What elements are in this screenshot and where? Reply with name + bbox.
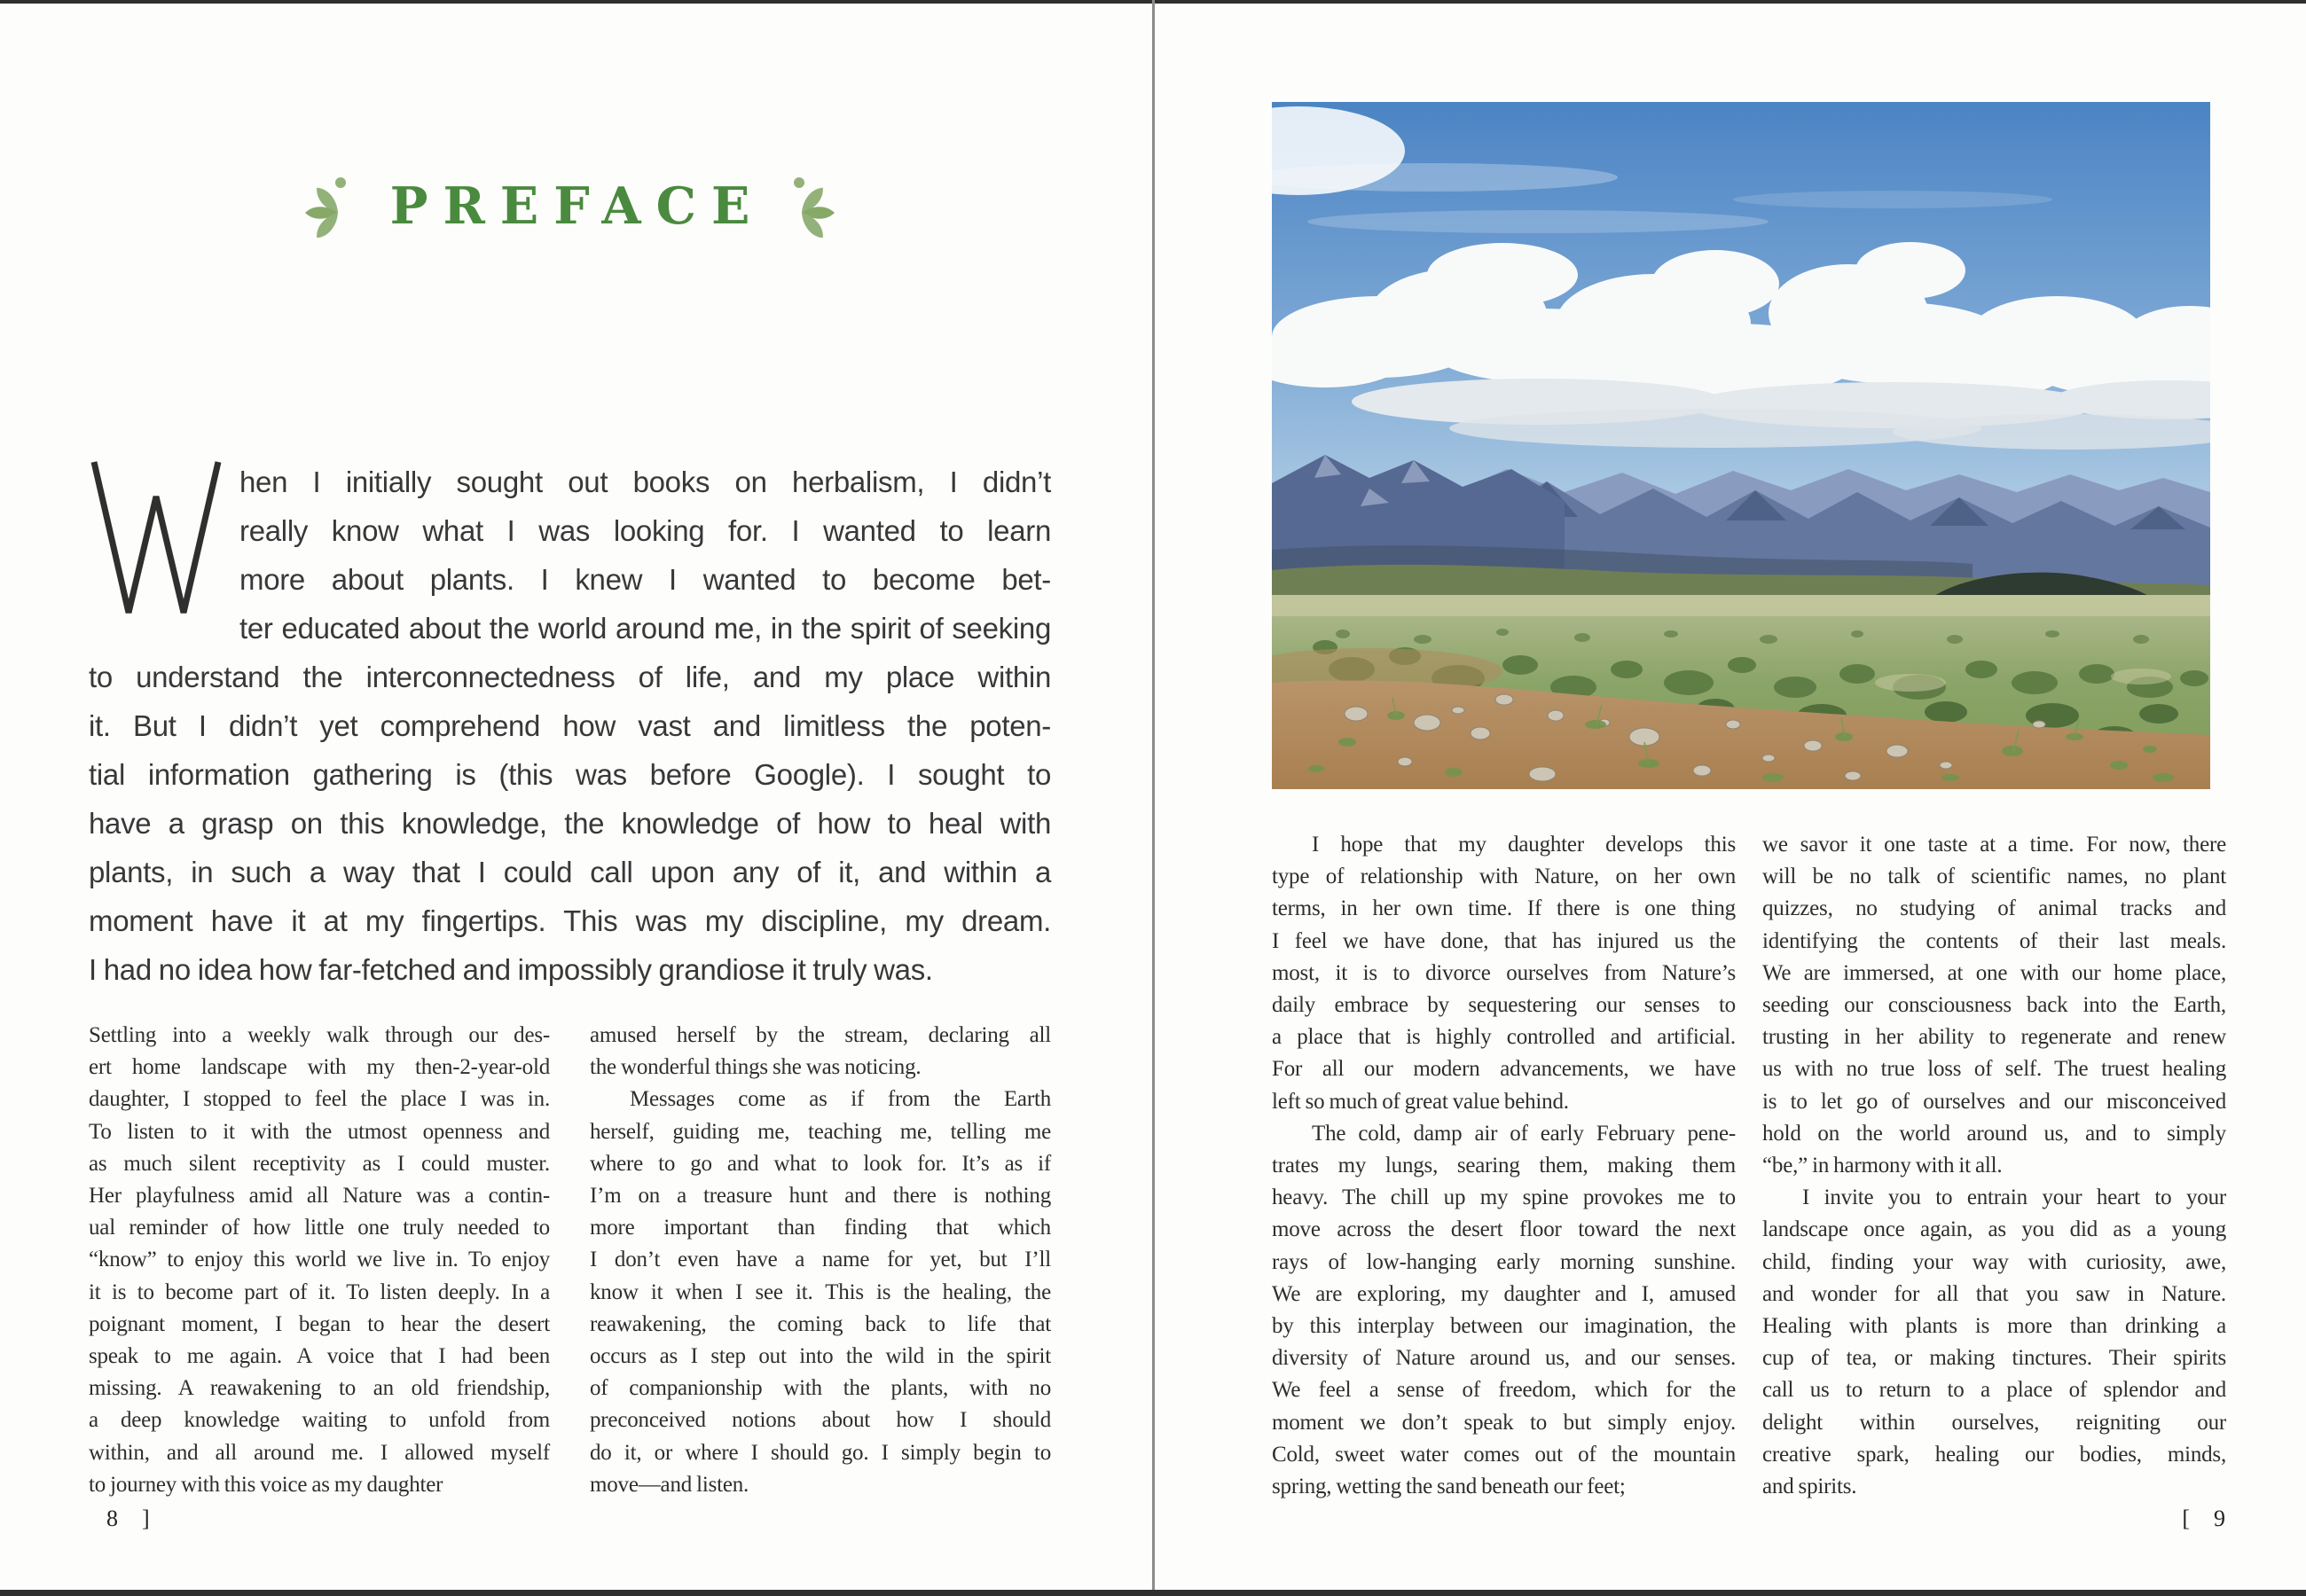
text-line: I’m on a treasure hunt and there is nothing <box>590 1184 1051 1209</box>
text-line: more about plants. I knew I wanted to become bet- <box>239 563 1051 596</box>
text-line: tial information gathering is (this was before Google). I sought to <box>89 758 1051 791</box>
text-line: ert home landscape with my then-2-year-old <box>89 1055 550 1080</box>
text-line: hold on the world around us, and to simply <box>1762 1121 2226 1146</box>
text-line: I hope that my daughter develops this <box>1312 833 1736 857</box>
text-line: reawakening, the coming back to life that <box>590 1311 1051 1336</box>
text-line: speak to me again. A voice that I had been <box>89 1344 550 1369</box>
text-line: seeding our consciousness back into the Earth, <box>1762 993 2226 1018</box>
text-line: We are immersed, at one with our home place, <box>1762 960 2226 985</box>
text-line: the wonderful things she was noticing. <box>590 1055 922 1080</box>
text-line: plants, in such a way that I could call upon any of it, and within a <box>89 856 1051 888</box>
text-line: For all our modern advancements, we have <box>1272 1057 1736 1082</box>
dropcap-w <box>89 458 239 605</box>
text-line: spring, wetting the sand beneath our feet; <box>1272 1475 1626 1499</box>
text-line: know it when I see it. This is the healing, the <box>590 1279 1051 1304</box>
text-line: terms, in her own time. If there is one thing <box>1272 896 1736 921</box>
text-line: Her playfulness amid all Nature was a contin- <box>89 1184 550 1209</box>
text-line: I feel we have done, that has injured us the <box>1272 928 1736 953</box>
text-line: type of relationship with Nature, on her own <box>1272 864 1736 889</box>
text-line: Messages come as if from the Earth <box>630 1087 1051 1112</box>
text-line: We feel a sense of freedom, which for the <box>1272 1378 1736 1403</box>
text-line: it. But I didn’t yet comprehend how vast and limitless the poten- <box>89 709 1051 742</box>
right-column-2 <box>1762 829 2226 1503</box>
folio-bracket: [ <box>2182 1506 2191 1531</box>
text-line: daily embrace by sequestering our senses to <box>1272 993 1736 1018</box>
text-line: rays of low-hanging early morning sunshine. <box>1272 1249 1736 1274</box>
text-line: as much silent receptivity as I could muster. <box>89 1151 550 1176</box>
text-line: where to go and what to look for. It’s as if <box>590 1151 1051 1176</box>
text-line: I don’t even have a name for yet, but I’ll <box>590 1248 1051 1272</box>
text-line: creative spark, healing our bodies, minds, <box>1762 1442 2226 1467</box>
text-line: will be no talk of scientific names, no plant <box>1762 864 2226 889</box>
text-line: us with no true loss of self. The truest healing <box>1762 1057 2226 1082</box>
left-column-2 <box>590 1020 1051 1501</box>
text-line: do it, or where I should go. I simply begin to <box>590 1440 1051 1465</box>
text-line: more important than finding that which <box>590 1216 1051 1240</box>
photo-mountains <box>1272 455 2210 606</box>
text-line: Cold, sweet water comes out of the mountain <box>1272 1442 1736 1467</box>
left-page-columns <box>89 1020 1051 1501</box>
text-line: diversity of Nature around us, and our senses. <box>1272 1346 1736 1371</box>
right-page <box>1272 0 2226 1596</box>
preface-title-row <box>89 174 1051 238</box>
text-line: within, and all around me. I allowed myself <box>89 1440 550 1465</box>
text-line: missing. A reawakening to an old friendship, <box>89 1376 550 1401</box>
page-title: PREFACE <box>389 176 765 236</box>
text-line: moment we don’t speak to but simply enjoy. <box>1272 1410 1736 1435</box>
text-line: ter educated about the world around me, in the spirit of seeking <box>239 612 1051 645</box>
text-line: daughter, I stopped to feel the place I was in. <box>89 1087 550 1112</box>
text-line: move—and listen. <box>590 1472 749 1497</box>
right-column-1 <box>1272 829 1736 1503</box>
text-line: “be,” in harmony with it all. <box>1762 1154 2003 1178</box>
text-line: really know what I was looking for. I wanted to learn <box>239 514 1051 547</box>
text-line: to understand the interconnectedness of life, and my place within <box>89 661 1051 693</box>
left-page <box>89 0 1051 1596</box>
text-line: Healing with plants is more than drinking a <box>1762 1314 2226 1339</box>
text-line: amused herself by the stream, declaring all <box>590 1023 1051 1047</box>
text-line: identifying the contents of their last meals. <box>1762 928 2226 953</box>
text-line: move across the desert floor toward the next <box>1272 1217 1736 1242</box>
text-line: We are exploring, my daughter and I, amused <box>1272 1281 1736 1306</box>
right-page-columns <box>1272 829 2226 1503</box>
text-line: by this interplay between our imagination, the <box>1272 1314 1736 1339</box>
text-line: trates my lungs, searing them, making them <box>1272 1154 1736 1178</box>
text-line: and wonder for all that you saw in Nature. <box>1762 1281 2226 1306</box>
text-line: To listen to it with the utmost openness and <box>89 1119 550 1144</box>
text-line: quizzes, no studying of animal tracks and <box>1762 896 2226 921</box>
text-line: moment have it at my fingertips. This was my discipline, my dream. <box>89 904 1051 937</box>
folio-bracket: ] <box>142 1506 151 1531</box>
text-line: a deep knowledge waiting to unfold from <box>89 1408 550 1433</box>
text-line: occurs as I step out into the wild in the spirit <box>590 1344 1051 1369</box>
text-line: delight within ourselves, reigniting our <box>1762 1410 2226 1435</box>
text-line: ual reminder of how little one truly needed to <box>89 1216 550 1240</box>
text-line: call us to return to a place of splendor and <box>1762 1378 2226 1403</box>
text-line: Settling into a weekly walk through our des- <box>89 1023 550 1047</box>
page-number-left <box>106 1506 151 1532</box>
text-line: most, it is to divorce ourselves from Nature’s <box>1272 960 1736 985</box>
text-line: cup of tea, or making tinctures. Their spirits <box>1762 1346 2226 1371</box>
text-line: poignant moment, I began to hear the desert <box>89 1311 550 1336</box>
text-line: to journey with this voice as my daughter <box>89 1472 443 1497</box>
text-line: is to let go of ourselves and our misconceived <box>1762 1089 2226 1114</box>
leaf-ornament-right-icon <box>791 174 841 238</box>
text-line: herself, guiding me, teaching me, telling me <box>590 1119 1051 1144</box>
text-line: left so much of great value behind. <box>1272 1089 1569 1114</box>
text-line: The cold, damp air of early February pene- <box>1312 1121 1736 1146</box>
text-line: preconceived notions about how I should <box>590 1408 1051 1433</box>
text-line: it is to become part of it. To listen deeply. In a <box>89 1279 550 1304</box>
left-column-1 <box>89 1020 550 1501</box>
text-line: “know” to enjoy this world we live in. To enjoy <box>89 1248 550 1272</box>
opening-paragraph <box>89 458 1051 994</box>
text-line: trusting in her ability to regenerate and renew <box>1762 1025 2226 1050</box>
text-line: and spirits. <box>1762 1475 1857 1499</box>
text-line: hen I initially sought out books on herbalism, I didn’t <box>239 466 1051 498</box>
text-line: I invite you to entrain your heart to your <box>1802 1185 2226 1210</box>
text-line: a place that is highly controlled and artificial. <box>1272 1025 1736 1050</box>
text-line: I had no idea how far-fetched and impossibly grandiose it truly was. <box>89 953 933 986</box>
page-divider <box>1152 0 1155 1596</box>
text-line: we savor it one taste at a time. For now, there <box>1762 833 2226 857</box>
folio-number: 8 <box>106 1506 119 1531</box>
folio-number: 9 <box>2214 1506 2226 1531</box>
landscape-photo <box>1272 102 2210 789</box>
text-line: landscape once again, as you did as a young <box>1762 1217 2226 1242</box>
text-line: of companionship with the plants, with no <box>590 1376 1051 1401</box>
text-line: child, finding your way with curiosity, awe, <box>1762 1249 2226 1274</box>
leaf-ornament-left-icon <box>299 174 349 238</box>
text-line: have a grasp on this knowledge, the knowledge of how to heal with <box>89 807 1051 840</box>
text-line: heavy. The chill up my spine provokes me to <box>1272 1185 1736 1210</box>
page-number-right <box>2182 1506 2226 1532</box>
